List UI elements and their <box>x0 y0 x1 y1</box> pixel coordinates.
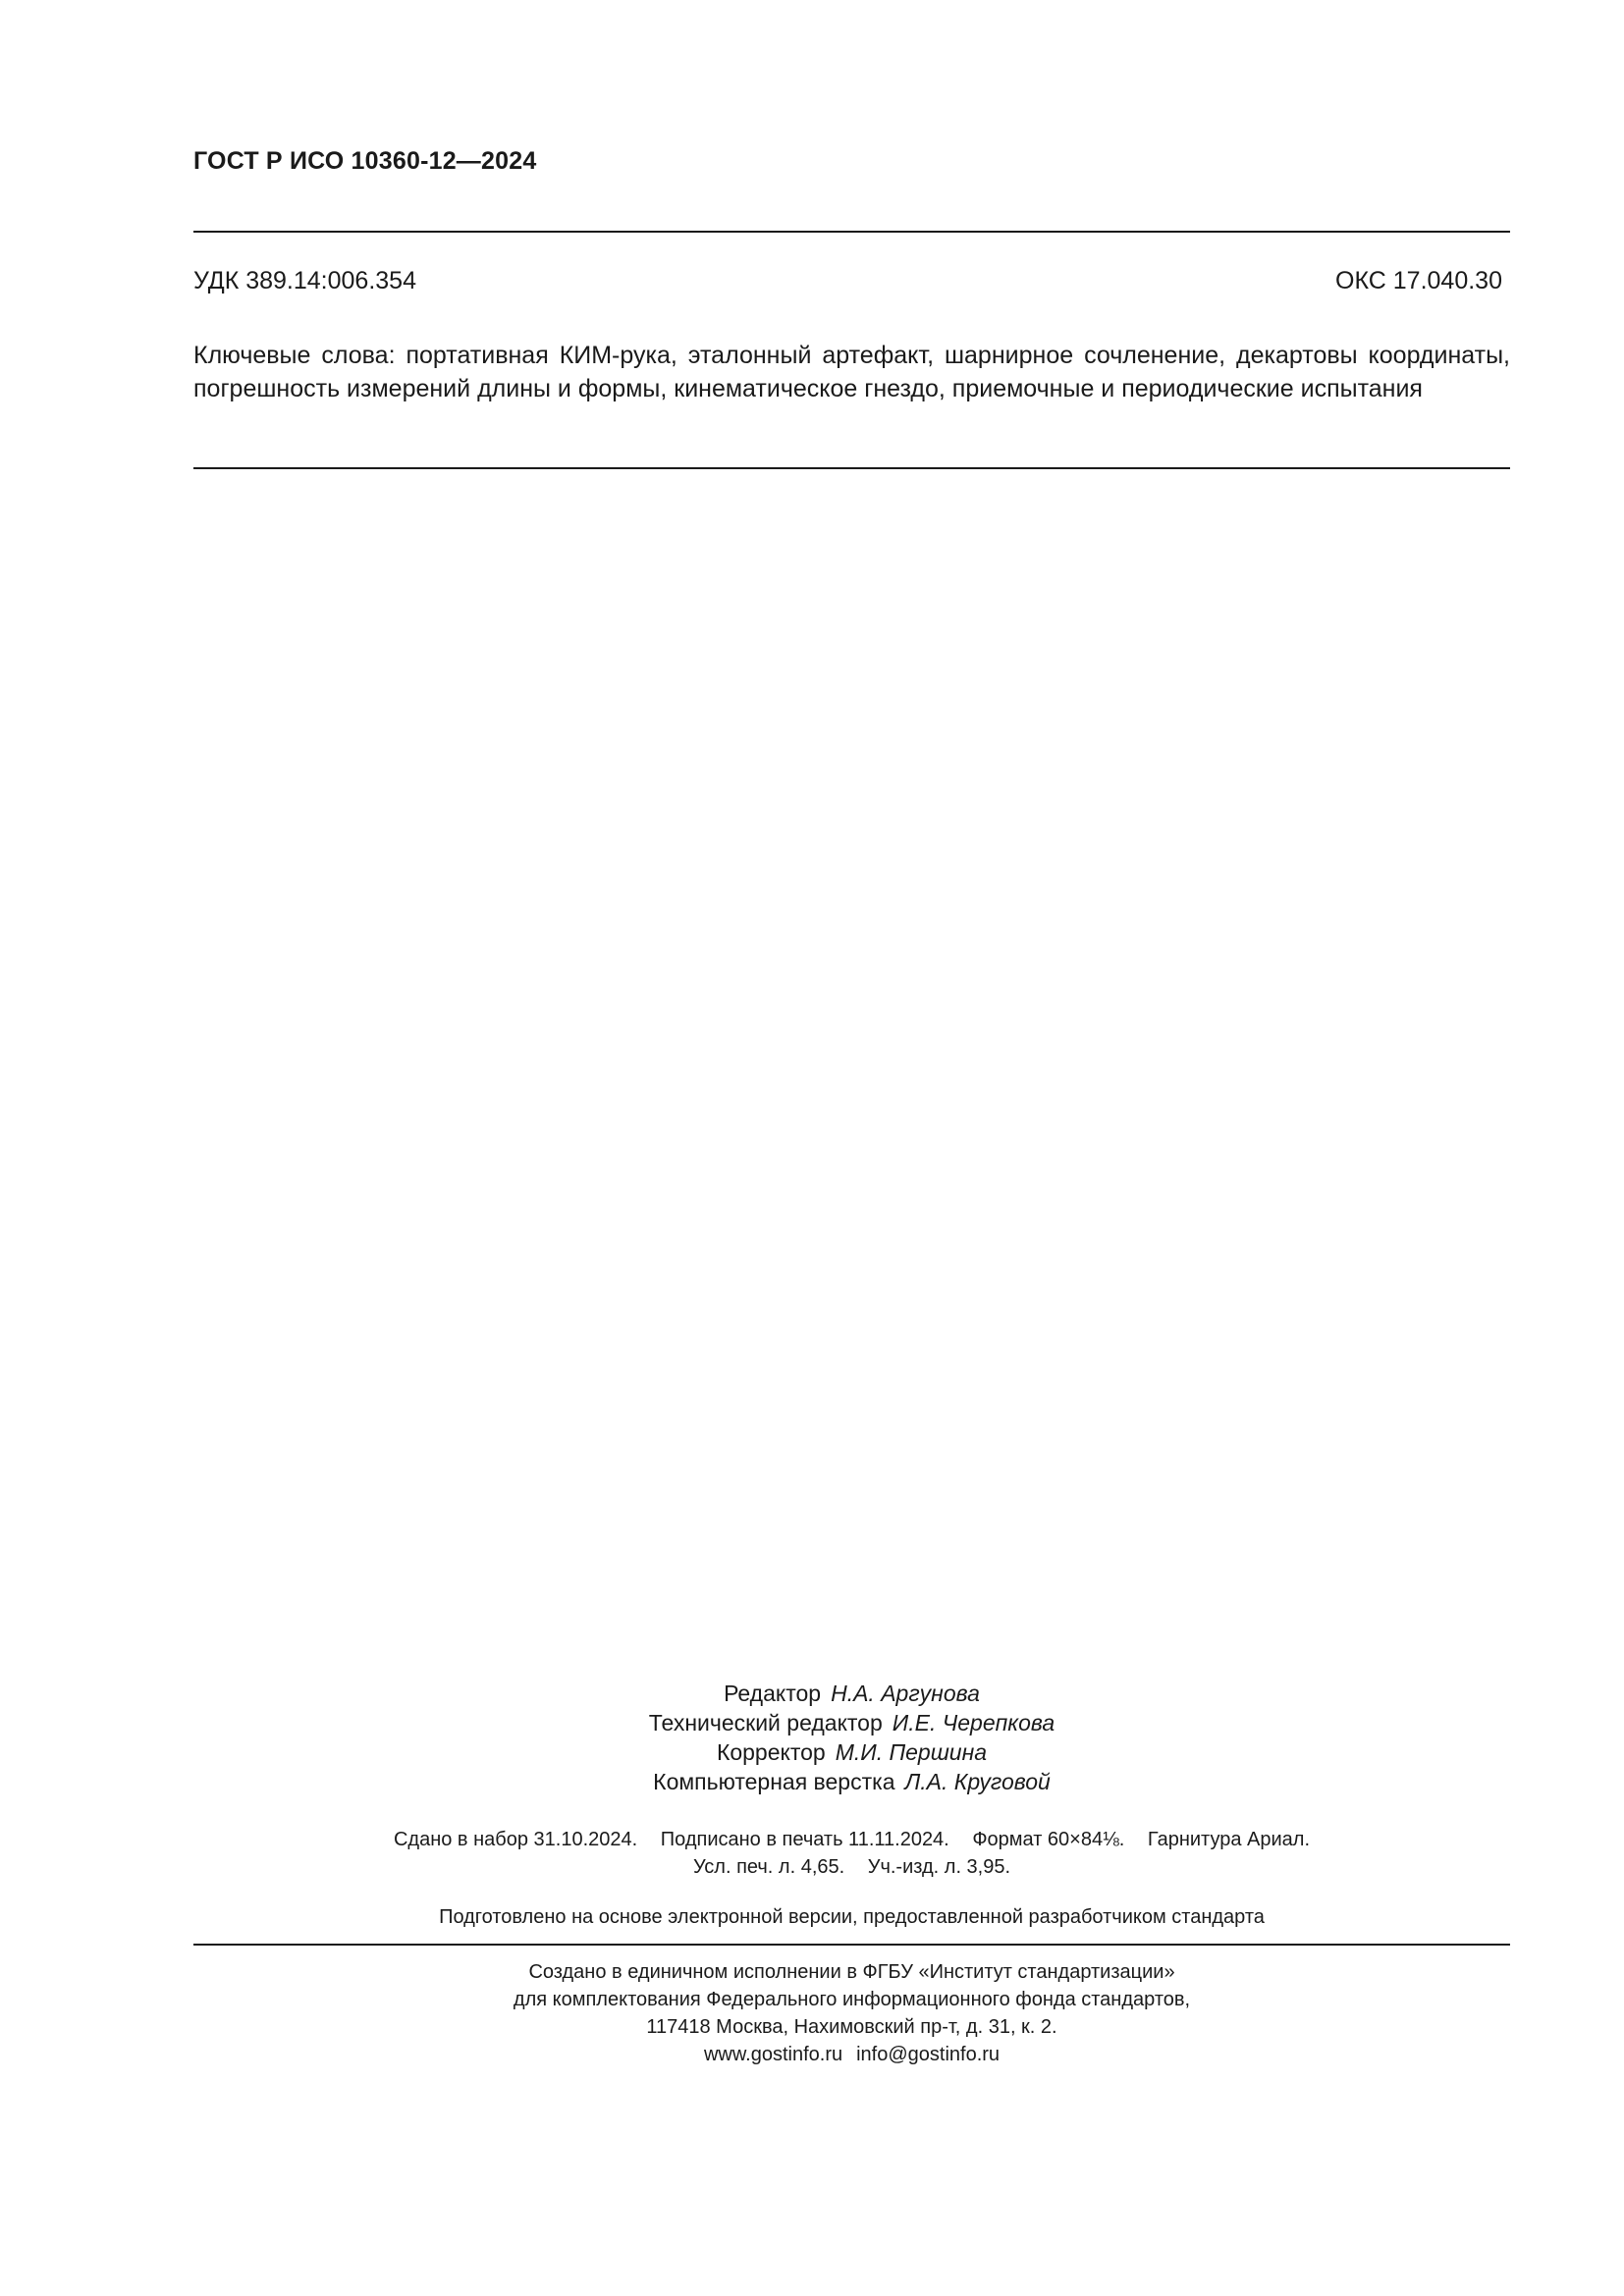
credit-person: И.Е. Черепкова <box>892 1710 1056 1735</box>
publisher-block <box>193 1958 1510 2068</box>
print-info <box>193 1826 1510 1881</box>
printed-sheets: Усл. печ. л. 4,65. <box>692 1856 845 1878</box>
divider-keywords <box>193 467 1510 469</box>
typeset-date: Сдано в набор 31.10.2024. <box>393 1829 638 1850</box>
print-info-line-1 <box>193 1826 1510 1853</box>
udk-code: УДК 389.14:006.354 <box>193 267 416 294</box>
credit-person: Н.А. Аргунова <box>831 1681 980 1706</box>
document-code: ГОСТ Р ИСО 10360-12—2024 <box>193 147 537 175</box>
paper-format: Формат 60×84⅛. <box>972 1829 1125 1850</box>
credit-line <box>193 1679 1510 1708</box>
credit-role: Редактор <box>724 1681 822 1706</box>
typeface: Гарнитура Ариал. <box>1147 1829 1311 1850</box>
credit-line <box>193 1708 1510 1737</box>
publisher-contacts <box>193 2041 1510 2068</box>
signed-date: Подписано в печать 11.11.2024. <box>660 1829 949 1850</box>
publisher-line-2: для комплектования Федерального информационного фонда стандартов, <box>513 1989 1191 2010</box>
print-info-line-2 <box>193 1853 1510 1881</box>
divider-bottom <box>193 1944 1510 1946</box>
publisher-address: 117418 Москва, Нахимовский пр-т, д. 31, к. 2. <box>646 2016 1057 2038</box>
divider-top <box>193 231 1510 233</box>
prepared-note: Подготовлено на основе электронной версии, предоставленной разработчиком стандарта <box>439 1906 1265 1928</box>
credit-line <box>193 1737 1510 1767</box>
publisher-line-1: Создано в единичном исполнении в ФГБУ «Институт стандартизации» <box>528 1961 1175 1983</box>
publisher-sheets: Уч.-изд. л. 3,95. <box>867 1856 1011 1878</box>
email-link[interactable]: info@gostinfo.ru <box>856 2044 1001 2065</box>
website-link[interactable]: www.gostinfo.ru <box>703 2044 843 2065</box>
credit-line <box>193 1767 1510 1796</box>
credit-person: Л.А. Круговой <box>904 1769 1051 1794</box>
keywords-paragraph: Ключевые слова: портативная КИМ-рука, эталонный артефакт, шарнирное сочленение, декартовы координаты, погрешность измерений длины и формы, кинематическое гнездо, приемочные и периодические испытания <box>193 342 1510 402</box>
credit-person: М.И. Першина <box>835 1739 988 1765</box>
credit-role: Корректор <box>716 1739 826 1765</box>
credit-role: Компьютерная верстка <box>653 1769 895 1794</box>
credits-block <box>193 1679 1510 1796</box>
credit-role: Технический редактор <box>648 1710 883 1735</box>
oks-code: ОКС 17.040.30 <box>1335 267 1502 294</box>
